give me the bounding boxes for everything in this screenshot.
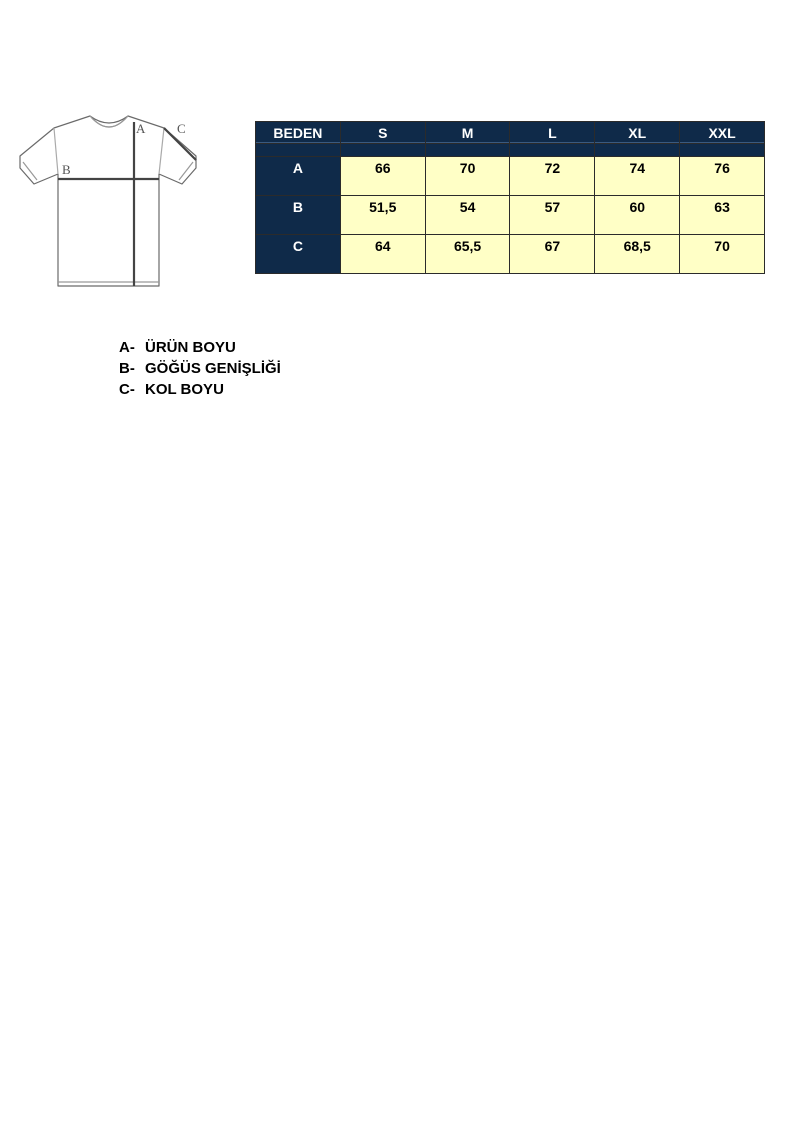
legend-text: KOL BOYU: [145, 381, 224, 398]
table-cell: 72: [510, 157, 595, 196]
row-label-c: C: [256, 235, 341, 274]
table-row: [256, 157, 765, 196]
table-cell: 57: [510, 196, 595, 235]
table-cell: 54: [425, 196, 510, 235]
table-row: [256, 196, 765, 235]
measurement-legend: [119, 337, 281, 400]
legend-text: GÖĞÜS GENİŞLİĞİ: [145, 360, 281, 377]
legend-key: B-: [119, 360, 135, 377]
legend-text: ÜRÜN BOYU: [145, 339, 236, 356]
size-header-xl: XL: [595, 122, 680, 144]
table-cell: 76: [680, 157, 765, 196]
tshirt-outline: [20, 116, 196, 286]
table-cell: 67: [510, 235, 595, 274]
diagram-label-b: B: [62, 162, 71, 177]
diagram-label-a: A: [136, 121, 146, 136]
row-label-b: B: [256, 196, 341, 235]
legend-key: C-: [119, 381, 135, 398]
size-chart-table: [255, 121, 765, 274]
table-cell: 70: [425, 157, 510, 196]
size-header-l: L: [510, 122, 595, 144]
header-spacer-row: [256, 144, 765, 157]
legend-item-c: [119, 379, 281, 400]
legend-item-a: [119, 337, 281, 358]
table-cell: 68,5: [595, 235, 680, 274]
table-cell: 65,5: [425, 235, 510, 274]
table-cell: 60: [595, 196, 680, 235]
size-header-corner: BEDEN: [256, 122, 341, 144]
table-cell: 51,5: [340, 196, 425, 235]
table-cell: 64: [340, 235, 425, 274]
table-cell: 70: [680, 235, 765, 274]
table-cell: 63: [680, 196, 765, 235]
size-header-xxl: XXL: [680, 122, 765, 144]
diagram-label-c: C: [177, 121, 186, 136]
legend-key: A-: [119, 339, 135, 356]
size-header-m: M: [425, 122, 510, 144]
legend-item-b: [119, 358, 281, 379]
size-header-s: S: [340, 122, 425, 144]
table-row: [256, 235, 765, 274]
table-cell: 74: [595, 157, 680, 196]
size-header-row: [256, 122, 765, 144]
tshirt-measurement-diagram: [14, 108, 214, 293]
row-label-a: A: [256, 157, 341, 196]
table-cell: 66: [340, 157, 425, 196]
